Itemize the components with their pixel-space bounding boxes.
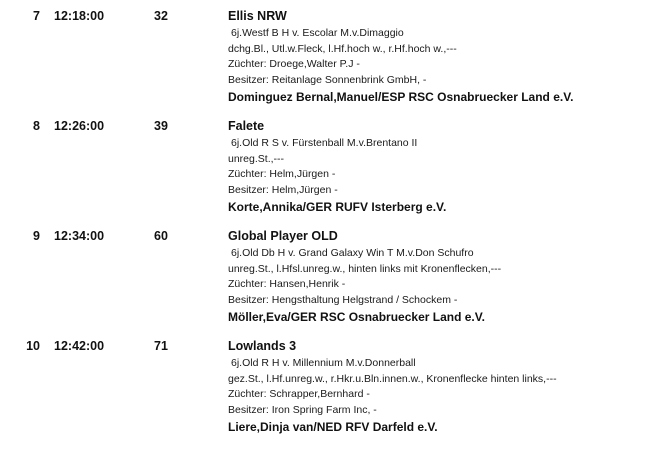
start-number: 71 xyxy=(154,339,168,353)
entry-details xyxy=(228,246,648,326)
horse-name: Ellis NRW xyxy=(228,9,287,23)
owner-line: Besitzer: Helm,Jürgen - xyxy=(228,183,338,196)
rider-line: Korte,Annika/GER RUFV Isterberg e.V. xyxy=(228,200,447,215)
start-number: 39 xyxy=(154,119,168,133)
horse-name: Global Player OLD xyxy=(228,229,338,243)
start-number: 32 xyxy=(154,9,168,23)
entry-number: 7 xyxy=(33,9,40,23)
entry-number: 10 xyxy=(26,339,40,353)
entry-details xyxy=(228,356,648,436)
horse-name: Falete xyxy=(228,119,265,133)
rider-line: Möller,Eva/GER RSC Osnabruecker Land e.V. xyxy=(228,310,485,325)
breeder-line: Züchter: Schrapper,Bernhard - xyxy=(228,388,370,401)
owner-line: Besitzer: Iron Spring Farm Inc, - xyxy=(228,403,377,416)
start-time: 12:18:00 xyxy=(54,9,105,23)
owner-line: Besitzer: Reitanlage Sonnenbrink GmbH, - xyxy=(228,73,427,86)
start-number: 60 xyxy=(154,229,168,243)
start-time: 12:42:00 xyxy=(54,339,105,353)
horse-description: 6j.Old R H v. Millennium M.v.Donnerball xyxy=(231,357,416,369)
horse-markings: unreg.St., l.Hfsl.unreg.w., hinten links mit Kronenflecken,--- xyxy=(228,262,502,275)
rider-line: Dominguez Bernal,Manuel/ESP RSC Osnabruecker Land e.V. xyxy=(228,90,574,105)
horse-markings: dchg.Bl., Utl.w.Fleck, l.Hf.hoch w., r.Hf.hoch w.,--- xyxy=(228,42,457,55)
horse-markings: unreg.St.,--- xyxy=(228,152,285,165)
breeder-line: Züchter: Helm,Jürgen - xyxy=(228,168,336,181)
horse-description: 6j.Old Db H v. Grand Galaxy Win T M.v.Don Schufro xyxy=(231,247,474,259)
breeder-line: Züchter: Hansen,Henrik - xyxy=(228,278,346,291)
entry-details xyxy=(228,26,648,106)
entry-number: 9 xyxy=(33,229,40,243)
start-time: 12:34:00 xyxy=(54,229,105,243)
horse-name: Lowlands 3 xyxy=(228,339,297,353)
entry-number: 8 xyxy=(33,119,40,133)
owner-line: Besitzer: Hengsthaltung Helgstrand / Schockem - xyxy=(228,293,458,306)
horse-description: 6j.Westf B H v. Escolar M.v.Dimaggio xyxy=(231,27,404,39)
start-time: 12:26:00 xyxy=(54,119,105,133)
breeder-line: Züchter: Droege,Walter P.J - xyxy=(228,58,360,71)
entry-details xyxy=(228,136,648,216)
horse-description: 6j.Old R S v. Fürstenball M.v.Brentano II xyxy=(231,137,418,149)
horse-markings: gez.St., l.Hf.unreg.w., r.Hkr.u.Bln.innen.w., Kronenflecke hinten links,--- xyxy=(228,372,557,385)
rider-line: Liere,Dinja van/NED RFV Darfeld e.V. xyxy=(228,420,438,435)
